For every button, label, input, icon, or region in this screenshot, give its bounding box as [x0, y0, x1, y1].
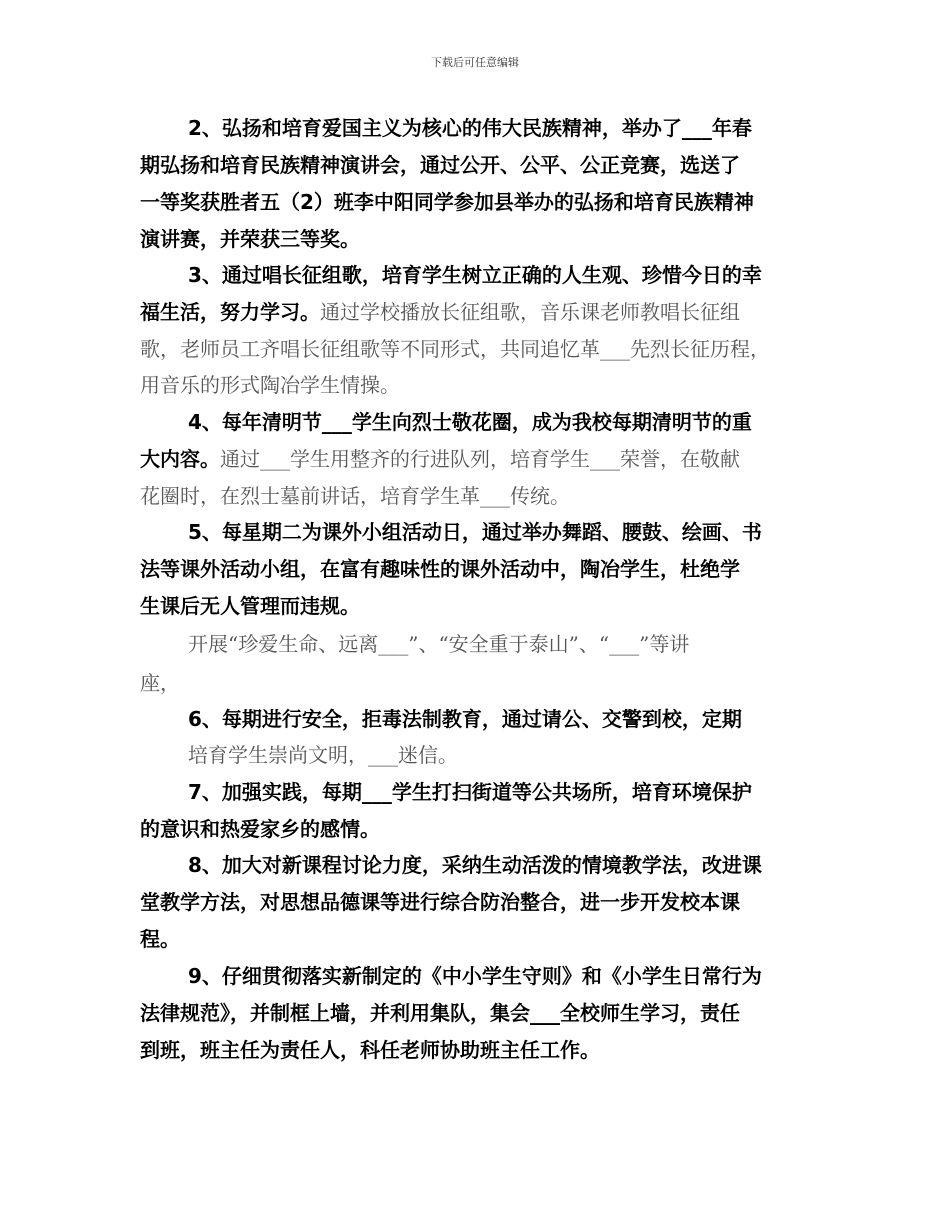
- text-line: [140, 367, 400, 403]
- bold-text: 9、仔细贯彻落实新制定的《中小学生守则》和《小学生日常行为: [188, 964, 762, 988]
- bold-text: 8、加大对新课程讨论力度，采纳生动活泼的情境教学法，改进课: [188, 853, 762, 877]
- text-line: [188, 701, 742, 737]
- page-header: 下载后可任意编辑: [431, 56, 519, 69]
- bold-text: 2、弘扬和培育爱国主义为核心的伟大民族精神，举办了___年春: [188, 116, 752, 140]
- regular-text: 座，: [140, 671, 180, 695]
- text-line: [188, 257, 762, 293]
- bold-text: 一等奖获胜者五（2）班李中阳同学参加县举办的弘扬和培育民族精神: [140, 190, 754, 214]
- text-line: [140, 441, 740, 477]
- regular-text: 培育学生崇尚文明，___迷信。: [188, 743, 458, 767]
- text-line: [140, 184, 754, 220]
- text-line: [140, 884, 740, 920]
- text-line: [140, 294, 740, 330]
- regular-text: 通过___学生用整齐的行进队列，培育学生___荣誉，在敬献: [220, 447, 740, 471]
- text-line: [140, 811, 380, 847]
- bold-text: 福生活，努力学习。: [140, 300, 320, 324]
- bold-text: 法等课外活动小组，在富有趣味性的课外活动中，陶冶学生，杜绝学: [140, 557, 740, 581]
- text-line: [140, 221, 360, 257]
- bold-text: 法律规范》，并制框上墙，并利用集队，集会___全校师生学习，责任: [140, 1001, 740, 1025]
- text-line: [140, 588, 360, 624]
- bold-text: 演讲赛，并荣获三等奖。: [140, 227, 360, 251]
- text-line: [188, 958, 762, 994]
- text-line: [188, 514, 762, 550]
- regular-text: 用音乐的形式陶冶学生情操。: [140, 373, 400, 397]
- text-line: [188, 737, 458, 773]
- bold-text: 7、加强实践，每期___学生打扫街道等公共场所，培育环境保护: [188, 780, 752, 804]
- regular-text: 花圈时，在烈士墓前讲话，培育学生革___传统。: [140, 484, 570, 508]
- bold-text: 期弘扬和培育民族精神演讲会，通过公开、公平、公正竞赛，选送了: [140, 153, 740, 177]
- text-line: [188, 404, 752, 440]
- text-line: [140, 665, 180, 701]
- text-line: [188, 774, 752, 810]
- text-line: [140, 1032, 600, 1068]
- bold-text: 6、每期进行安全，拒毒法制教育，通过请公、交警到校，定期: [188, 707, 742, 731]
- text-line: [188, 626, 689, 662]
- bold-text: 程。: [140, 927, 180, 951]
- bold-text: 的意识和热爱家乡的感情。: [140, 817, 380, 841]
- text-line: [140, 921, 180, 957]
- bold-text: 4、每年清明节___学生向烈士敬花圈，成为我校每期清明节的重: [188, 410, 752, 434]
- bold-text: 到班，班主任为责任人，科任老师协助班主任工作。: [140, 1038, 600, 1062]
- regular-text: 通过学校播放长征组歌，音乐课老师教唱长征组: [320, 300, 740, 324]
- regular-text: 歌，老师员工齐唱长征组歌等不同形式，共同追忆革___先烈长征历程，: [140, 337, 770, 361]
- text-line: [188, 110, 752, 146]
- text-line: [140, 551, 740, 587]
- bold-text: 3、通过唱长征组歌，培育学生树立正确的人生观、珍惜今日的幸: [188, 263, 762, 287]
- text-line: [140, 478, 570, 514]
- bold-text: 5、每星期二为课外小组活动日，通过举办舞蹈、腰鼓、绘画、书: [188, 520, 762, 544]
- regular-text: 开展“珍爱生命、远离___”、“安全重于泰山”、“___”等讲: [188, 632, 690, 656]
- bold-text: 生课后无人管理而违规。: [140, 594, 360, 618]
- bold-text: 大内容。: [140, 447, 220, 471]
- text-line: [140, 331, 770, 367]
- text-line: [140, 147, 740, 183]
- text-line: [188, 847, 762, 883]
- text-line: [140, 995, 740, 1031]
- bold-text: 堂教学方法，对思想品德课等进行综合防治整合，进一步开发校本课: [140, 890, 740, 914]
